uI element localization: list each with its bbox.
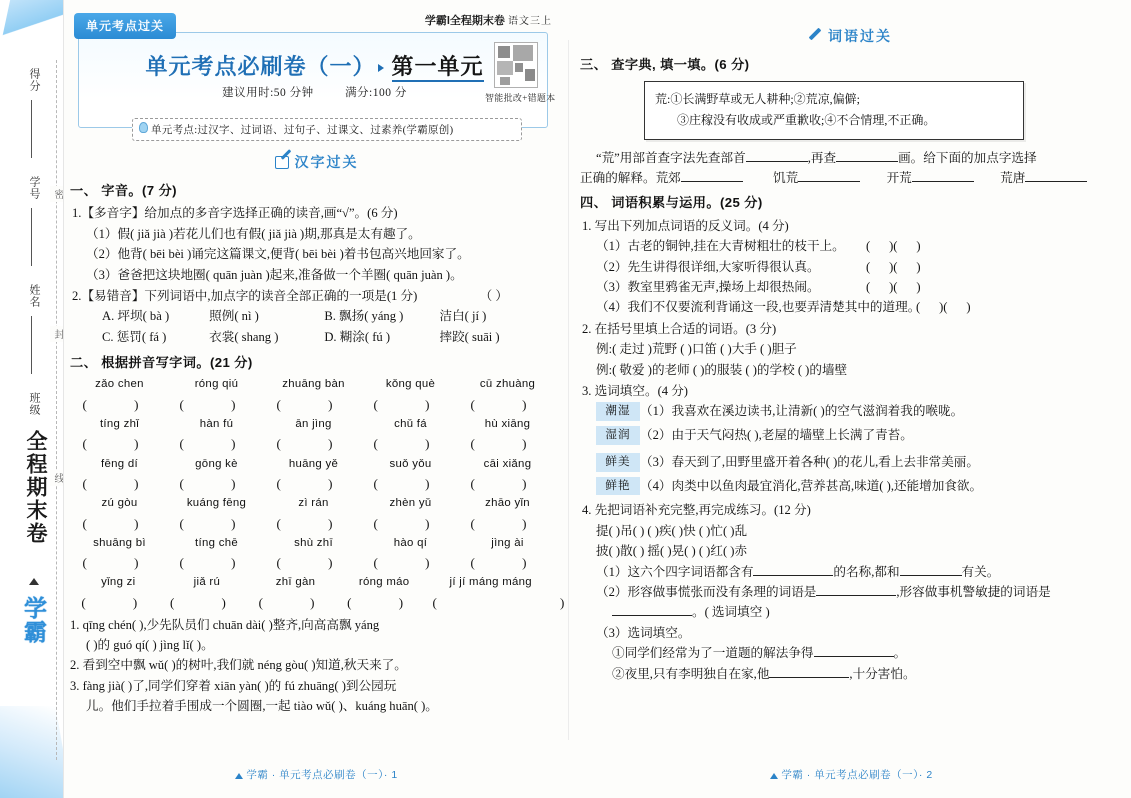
pinyin-cell[interactable] [365,534,456,574]
q4-choice-text[interactable]: （1）我喜欢在溪边读书,让清新( )的空气滋润着我的喉咙。 [640,404,964,419]
spine-rule-1 [31,100,32,158]
spine-field-class [26,392,42,416]
pinyin-label: hù xiāng [484,418,531,430]
q4-sub2-b: ,形容做事机警敏捷的词语是 [896,584,1051,599]
q4-sub-3-item-1 [580,643,1117,663]
spine-field-score [26,68,42,92]
q1-option-c[interactable]: C. 惩罚( fá ) [102,329,167,344]
question-1-item-2 [72,286,557,306]
answer-parenthesis[interactable]: ( ) [347,594,426,610]
q4-choice-text[interactable]: （2）由于天气闷热( ),老屋的墙壁上长满了青苔。 [640,428,913,443]
answer-parenthesis[interactable]: ( ) [82,515,161,531]
pinyin-cell[interactable] [74,375,165,415]
q4-antonym-answer[interactable]: ( )( ) [866,259,921,274]
qr-code-icon[interactable] [494,42,538,88]
left-page-footer [64,767,569,782]
pinyin-label: zì rán [298,497,329,510]
q1-option-a2[interactable]: 照例( nì ) [209,309,259,324]
q4-choice-row [580,476,1117,500]
q4-sub3-blank-2[interactable] [769,677,849,678]
answer-parenthesis[interactable]: ( ) [179,555,258,571]
spine-swoosh-bottom-decoration [0,706,64,798]
spine-rule-3 [31,316,32,374]
answer-parenthesis[interactable]: ( ) [432,594,625,610]
pinyin-label: yǐng zi [101,576,136,589]
spine-field-score-label: 得分 [28,68,40,92]
q4-choice-row [580,452,1117,476]
q4-sub1-blank-2[interactable] [900,575,962,576]
answer-parenthesis[interactable]: ( ) [179,436,258,452]
q4-antonym-line [580,277,1117,297]
pinyin-label: róng máo [358,576,410,589]
pinyin-label: shuāng bì [93,536,146,549]
section-header-ciyu-label: 词语过关 [828,28,892,44]
q4-sub-1 [580,562,1117,582]
q1-option-row-ab [70,306,557,326]
q4-sub3-1-end: 。 [893,646,907,661]
pinyin-label: cū zhuàng [479,378,536,391]
question-1-item-1: 1.【多音字】给加点的多音字选择正确的读音,画“√”。(6 分) [72,206,398,221]
answer-parenthesis[interactable]: ( ) [470,436,549,452]
masthead [70,15,559,144]
pinyin-row [70,494,557,534]
q1-option-b2[interactable]: 洁白( jí ) [439,309,487,324]
q3-blank-kaihuang[interactable] [912,181,974,182]
answer-parenthesis[interactable]: ( ) [179,396,258,412]
q1-option-a[interactable]: A. 坪坝( bà ) [102,309,170,324]
q4-antonym-line [580,297,1117,317]
pinyin-label: cāi xiǎng [483,457,532,470]
pinyin-label: tíng zhǐ [99,418,140,430]
q3-blank-jihuang[interactable] [798,181,860,182]
pinyin-row [70,455,557,495]
right-page-body [572,54,1131,684]
spine-swoosh-top-decoration [0,0,64,64]
word-chip-xianyan[interactable]: 鲜艳 [596,477,640,496]
pencil-icon [275,156,289,169]
pinyin-cell[interactable] [74,494,165,534]
qr-code-caption: 智能批改+错题本 [485,93,556,103]
q3-blank-huangtang[interactable] [1025,181,1087,182]
answer-parenthesis[interactable]: ( ) [82,396,161,412]
spine-field-class-label: 班级 [28,392,40,416]
answer-parenthesis[interactable]: ( ) [276,436,355,452]
word-chip-group-b [596,452,640,476]
q4-item-2: 2. 在括号里填上合适的词语。(3 分) [582,321,777,336]
pinyin-cell[interactable] [251,573,340,613]
pinyin-label: zǎo chen [95,378,144,391]
brand-title-full: 全程期末卷 [24,430,47,545]
answer-parenthesis[interactable]: ( ) [82,475,161,491]
answer-parenthesis[interactable]: ( ) [258,594,337,610]
q1-option-row-cd [70,327,557,347]
spine-field-student-id [26,176,42,200]
pinyin-cell[interactable] [365,494,456,534]
pinyin-label: kuáng fēng [186,497,247,510]
pinyin-label: kǒng què [385,378,436,391]
answer-parenthesis[interactable]: ( ) [276,515,355,531]
q4-antonym-answer[interactable]: ( )( ) [866,239,921,254]
q1-line-2: （2）他背( bēi bèi )诵完这篇课文,便背( bēi bèi )着书包高兴地回家了。 [86,247,470,262]
answer-parenthesis[interactable]: ( ) [470,396,549,412]
q3-word-jihuang: 饥荒 [773,171,799,186]
answer-parenthesis[interactable]: ( ) [276,555,355,571]
q2-sentence-2[interactable]: 2. 看到空中飘 wǔ( )的树叶,我们就 néng gòu( )知道,秋天来了。 [70,658,407,673]
section-header-hanzi [64,152,569,172]
q1-item2-text: 2.【易错音】下列词语中,加点字的读音全部正确的一项是(1 分) [72,288,418,303]
answer-parenthesis[interactable]: ( ) [82,555,161,571]
answer-parenthesis[interactable]: ( ) [470,515,549,531]
answer-parenthesis[interactable]: ( ) [373,555,452,571]
q1-option-d[interactable]: D. 糊涂( fú ) [324,329,391,344]
q4-sub1-c: 有关。 [961,564,1000,579]
pinyin-cell[interactable] [462,375,553,415]
q4-idiom-row-1[interactable]: 提( )吊( ) ( )疾( )快 ( )忙( )乱 [596,523,748,538]
q4-item-4: 4. 先把词语补充完整,再完成练习。(12 分) [582,503,811,518]
pinyin-cell[interactable] [268,415,359,455]
pinyin-cell[interactable] [171,494,262,534]
pinyin-label: róng qiú [194,378,239,391]
q3-blank-huangjiao[interactable] [681,181,743,182]
pinyin-row [70,415,557,455]
q4-sub3-2-text: ②夜里,只有李明独自在家,他 [612,666,770,681]
q3-word-kaihuang: 开荒 [886,171,912,186]
checkpoint-note [132,118,522,141]
q4-antonym-text: （4）我们不仅要流利背诵这一段,也要弄清楚其中的道理。 [596,300,921,315]
pinyin-label: jìng ài [491,536,524,549]
pinyin-label: jí jí máng máng [449,576,532,589]
q4-choice-text[interactable]: （4）肉类中以鱼肉最宜消化,营养甚高,味道( ),还能增加食欲。 [640,478,983,493]
footer-mark-icon [770,773,778,779]
q4-sub-3: （3）选词填空。 [596,625,691,640]
pinyin-cell[interactable] [462,415,553,455]
q4-sub1-b: 的名称,都和 [833,564,900,579]
pinyin-label: jiǎ rú [193,576,221,589]
pinyin-row [70,534,557,574]
q4-choice-text[interactable]: （3）春天到了,田野里盛开着各种( )的花儿,看上去非常美丽。 [640,454,979,469]
q4-antonym-answer[interactable]: ( )( ) [916,300,971,315]
q3-word-huangtang: 荒唐 [1000,171,1026,186]
q3-prompt-b: ,再查 [807,150,837,165]
answer-parenthesis[interactable]: ( ) [82,436,161,452]
q4-choice-row [580,425,1117,449]
pinyin-cell[interactable] [163,573,252,613]
question-2-heading: 二、 根据拼音写字词。(21 分) [70,355,253,371]
brand-title-short: 学霸 [21,596,47,644]
q2-sentence-1-cont[interactable]: ( )的 guó qí( ) jìng lǐ( )。 [86,637,214,652]
spine-rule-2 [31,208,32,266]
suggested-time-label: 建议用时:50 分钟 [222,87,314,99]
right-page [572,0,1131,798]
unit-checkpoint-badge: 单元考点过关 [74,13,176,39]
q4-fill-line-2[interactable]: 例:( 敬爱 )的老师 ( )的服装 ( )的学校 ( )的墙壁 [596,362,848,377]
pinyin-cell[interactable] [462,534,553,574]
pinyin-label: zhèn yǔ [389,497,432,510]
q4-sub1-blank-1[interactable] [753,575,833,576]
page-title-unit: 第一单元 [392,54,484,82]
page-title-main: 单元考点必刷卷（一） [145,54,376,79]
spine-field-name-label: 姓名 [28,284,40,308]
pinyin-cell[interactable] [74,573,163,613]
q4-item-1: 1. 写出下列加点词语的反义词。(4 分) [582,218,789,233]
spine-field-student-id-label: 学号 [28,176,40,200]
lightbulb-icon [139,122,148,133]
section-header-ciyu [572,26,1131,46]
q4-sub2-c: 。( 选词填空 ) [692,605,770,620]
qr-code-block[interactable] [485,42,556,104]
pinyin-label: zhuāng bàn [282,378,345,391]
pinyin-label: gōng kè [195,457,238,470]
q4-sub2-blank-2[interactable] [612,615,692,616]
pinyin-label: hào qí [393,536,428,549]
q2-sentence-3-cont[interactable]: 儿。他们手拉着手围成一个圆圈,一起 tiào wǔ( )、kuáng huān( )。 [86,699,438,714]
q2-sentence-1[interactable]: 1. qīng chén( ),少先队员们 chuān dài( )整齐,向高高飘 yáng [70,617,380,632]
pinyin-cell[interactable] [171,375,262,415]
right-page-footer-text: 学霸 · 单元考点必刷卷（一）· 2 [781,769,933,781]
pinyin-row [70,375,557,415]
pinyin-cell[interactable] [462,494,553,534]
answer-parenthesis[interactable]: ( ) [169,594,248,610]
pinyin-cell[interactable] [365,375,456,415]
binding-spine [0,0,64,798]
q3-prompt-a: “荒”用部首查字法先查部首 [596,150,746,165]
pinyin-label: fēng dí [101,457,138,470]
pinyin-cell[interactable] [74,415,165,455]
answer-parenthesis[interactable]: ( ) [179,515,258,531]
answer-parenthesis[interactable]: ( ) [373,436,452,452]
q4-fill-line-1[interactable]: 例:( 走过 )荒野 ( )口笛 ( )大手 ( )胆子 [596,342,797,357]
word-chip-xianmei[interactable]: 鲜美 [596,453,640,472]
q4-item-3: 3. 选词填空。(4 分) [582,383,688,398]
pinyin-cell[interactable] [171,455,262,495]
pinyin-cell[interactable] [74,455,165,495]
pinyin-cell[interactable] [340,573,429,613]
answer-parenthesis[interactable]: ( ) [373,475,452,491]
masthead-brand-main: 学霸l全程期末卷 [424,15,505,27]
q4-sub3-1-text: ①同学们经常为了一道题的解法争得 [612,646,814,661]
seal-char-mi: 密 [50,186,64,202]
q4-sub-2-cont [580,602,1117,622]
pinyin-label: suǒ yǒu [389,457,432,470]
q3-blank-radical[interactable] [746,161,808,162]
pinyin-label: huāng yě [288,457,339,470]
total-score-label: 满分:100 分 [345,87,407,99]
q4-antonym-line [580,257,1117,277]
answer-parenthesis[interactable]: ( ) [373,515,452,531]
brand-triangle-icon [29,578,39,585]
masthead-brand [422,12,555,28]
pinyin-cell[interactable] [365,455,456,495]
right-page-footer [572,767,1131,782]
pinyin-cell[interactable] [268,534,359,574]
q4-antonym-answer[interactable]: ( )( ) [866,279,921,294]
pinyin-cell[interactable] [171,415,262,455]
q3-blank-strokes[interactable] [836,161,898,162]
q4-sub3-2-end: ,十分害怕。 [849,666,916,681]
q4-antonym-text: （3）教室里鸦雀无声,操场上却很热闹。 [596,279,820,294]
q1-option-b[interactable]: B. 飘扬( yáng ) [324,309,404,324]
pinyin-label: tíng chē [195,536,238,549]
question-1-heading: 一、 字音。(7 分) [70,183,177,198]
word-chip-group-a2 [596,425,640,449]
pinyin-label: chǔ fá [394,418,427,430]
q1-line-3: （3）爸爸把这块地圈( quān juàn )起来,准备做一个羊圈( quān juàn )。 [86,267,463,282]
seal-char-xian: 线 [50,470,64,486]
q2-sentence-3[interactable]: 3. fàng jià( )了,同学们穿着 xiān yàn( )的 fú zhuāng( )到公园玩 [70,678,397,693]
q1-option-c2[interactable]: 衣裳( shang ) [209,329,279,344]
checkpoint-note-text: 单元考点:过汉字、过词语、过句子、过课文、过素养(学霸原创) [151,125,454,136]
answer-parenthesis[interactable]: ( ) [373,396,452,412]
q4-antonym-line [580,236,1117,256]
pinyin-cell[interactable] [268,494,359,534]
seal-dashed-line [56,60,57,760]
dict-line-2: ③庄稼没有收成或严重歉收;④不合情理,不正确。 [677,113,936,127]
masthead-brand-subject: 语文三上 [508,16,552,27]
footer-mark-icon [235,773,243,779]
dict-line-1: 荒:①长满野草或无人耕种;②荒凉,偏僻; [655,92,861,107]
seal-char-feng: 封 [50,326,64,342]
pinyin-cell[interactable] [428,573,625,613]
q1-option-d2[interactable]: 摔跤( suāi ) [439,329,500,344]
question-3-heading: 三、 查字典, 填一填。(6 分) [580,57,750,72]
q3-prompt-line-2 [580,168,1117,188]
pinyin-label: ān jìng [295,418,332,430]
q4-sub1-a: （1）这六个四字词语都含有 [596,564,754,579]
question-4-heading: 四、 词语积累与运用。(25 分) [580,195,763,211]
title-triangle-icon [378,64,384,72]
pinyin-label: zhāo yǐn [485,497,530,510]
pinyin-row [70,573,625,613]
pinyin-label: shù zhī [294,536,333,549]
pinyin-cell[interactable] [74,534,165,574]
q4-sub2-a: （2）形容做事慌张而没有条理的词语是 [596,584,817,599]
pinyin-cell[interactable] [365,415,456,455]
q4-sub-3-item-2 [580,664,1117,684]
answer-parenthesis[interactable]: ( ) [81,594,160,610]
q4-antonym-text: （2）先生讲得很详细,大家听得很认真。 [596,259,820,274]
word-chip-group-a [596,401,640,425]
word-chip-chaoshi[interactable]: 潮湿 [596,402,640,421]
word-chip-shirun[interactable]: 湿润 [596,426,640,445]
answer-parenthesis[interactable]: ( ) [276,475,355,491]
q4-sub2-blank-1[interactable] [816,595,896,596]
pen-icon [811,30,822,43]
pinyin-label: zú gòu [101,497,138,510]
q4-antonym-text: （1）古老的铜钟,挂在大青树粗壮的枝干上。 [596,239,845,254]
pinyin-cell[interactable] [268,455,359,495]
q4-sub-2 [580,582,1117,602]
q4-idiom-row-2[interactable]: 披( )散( ) 摇( )晃( ) ( )红( )赤 [596,544,748,559]
spine-field-name [26,284,42,308]
answer-parenthesis[interactable]: ( ) [276,396,355,412]
q4-choice-row [580,401,1117,425]
pinyin-cell[interactable] [462,455,553,495]
word-chip-group-b2 [596,476,640,500]
section-header-hanzi-label: 汉字过关 [294,154,359,170]
answer-parenthesis[interactable]: ( ) [470,475,549,491]
q3-prompt-c: 画。给下面的加点字选择 [898,150,1037,165]
dictionary-definition-box [644,81,1024,139]
q4-sub3-blank-1[interactable] [814,656,894,657]
answer-parenthesis[interactable]: ( ) [179,475,258,491]
q3-prompt-line-1 [580,148,1117,168]
pinyin-cell[interactable] [268,375,359,415]
pinyin-cell[interactable] [171,534,262,574]
q1-item2-answer-paren[interactable]: （ ） [479,288,508,303]
q1-line-1: （1）假( jiǎ jià )若花儿们也有假( jiǎ jià )期,那真是太有趣了。 [86,226,421,241]
answer-parenthesis[interactable]: ( ) [470,555,549,571]
left-page-footer-text: 学霸 · 单元考点必刷卷（一）· 1 [246,769,398,781]
pinyin-label: zhī gàn [275,576,316,589]
q3-word-huangjiao: 正确的解释。荒郊 [580,171,681,186]
pinyin-label: hàn fú [199,418,234,430]
